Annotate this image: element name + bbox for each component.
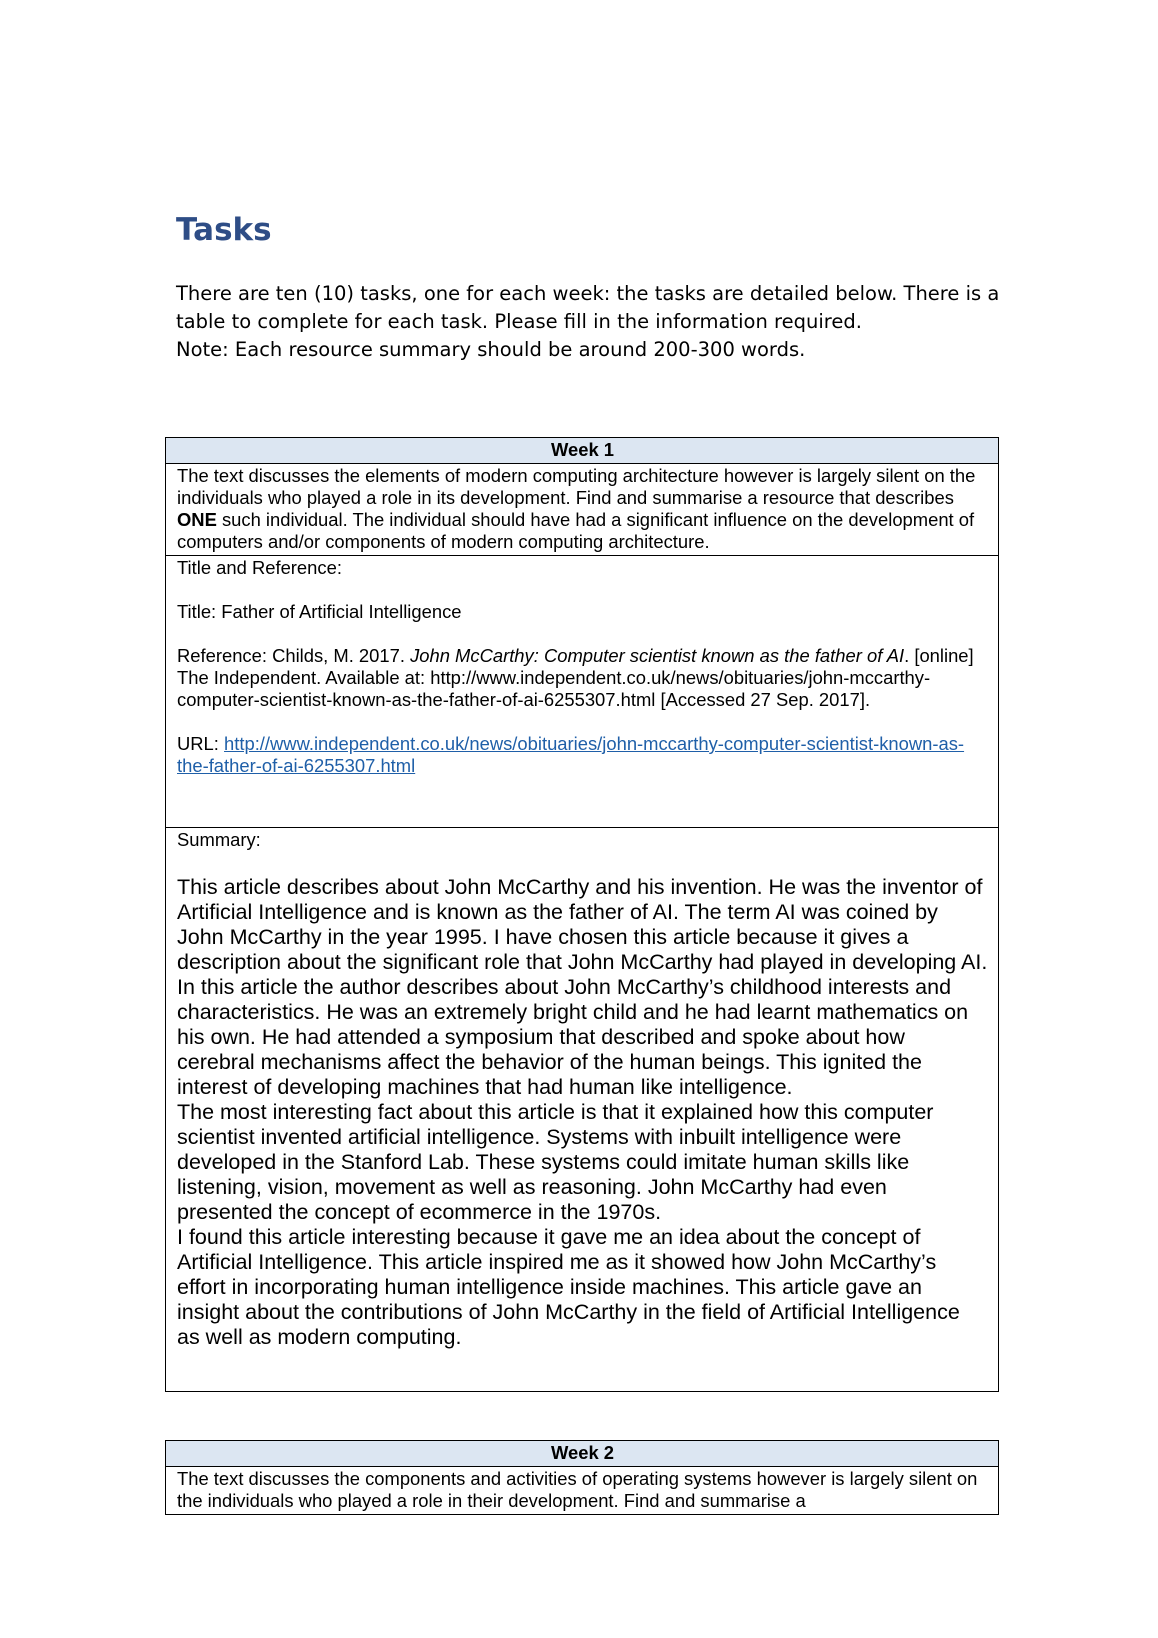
summary-paragraph: I found this article interesting because it gave me an idea about the concept of Artificial Intelligence. This article inspired me as it showed how John McCarthy’s effort in incorporating human intelligence inside machines. This article gave an insight about the contributions of John McCarthy in the field of Artificial Intelligence as well as modern computing. (177, 1225, 960, 1349)
week1-description (166, 464, 999, 556)
resource-title: Title: Father of Artificial Intelligence (177, 601, 462, 622)
week1-summary-cell[interactable] (166, 828, 999, 1392)
week1-description-text-end: such individual. The individual should have had a significant influence on the development of computers and/or components of modern computing architecture. (177, 509, 975, 552)
intro-text (176, 280, 1006, 364)
resource-url-link[interactable]: http://www.independent.co.uk/news/obituaries/john-mccarthy-computer-scientist-known-as-the-father-of-ai-6255307.html (177, 733, 965, 776)
week2-description: The text discusses the components and activities of operating systems however is largely silent on the individuals who played a role in their development. Find and summarise a (166, 1467, 999, 1515)
page-title: Tasks (176, 212, 272, 248)
week1-title-reference-cell[interactable] (166, 556, 999, 828)
reference-source: . [online] The Independent. Available at: http://www.independent.co.uk/news/obituaries/john-mccarthy-computer-scientist-known-as-the-father-of-ai-6255307.html [Accessed 27 Sep. 2017]. (177, 645, 974, 710)
summary-paragraph: This article describes about John McCarthy and his invention. He was the inventor of Artificial Intelligence and is known as the father of AI. The term AI was coined by John McCarthy in the year 1995. I have chosen this article because it gives a description about the significant role that John McCarthy had played in developing AI. (177, 875, 988, 974)
week2-table (165, 1440, 999, 1515)
intro-paragraph: There are ten (10) tasks, one for each week: the tasks are detailed below. There is a table to complete for each task. Please fill in the information required. (176, 282, 1000, 333)
week1-table (165, 437, 999, 1392)
url-label: URL: (177, 733, 225, 754)
week1-header: Week 1 (166, 438, 999, 464)
summary-paragraph: The most interesting fact about this article is that it explained how this computer scientist invented artificial intelligence. Systems with inbuilt intelligence were developed in the Stanford Lab. These systems could imitate human skills like listening, vision, movement as well as reasoning. John McCarthy had even presented the concept of ecommerce in the 1970s. (177, 1100, 934, 1224)
intro-note: Note: Each resource summary should be around 200-300 words. (176, 338, 806, 361)
reference-article-title: John McCarthy: Computer scientist known as the father of AI (410, 645, 905, 666)
summary-body (177, 875, 988, 1350)
week1-description-emphasis: ONE (177, 509, 217, 530)
resource-reference (177, 645, 988, 711)
summary-paragraph: In this article the author describes about John McCarthy’s childhood interests and characteristics. He was an extremely bright child and he had learnt mathematics on his own. He had attended a symposium that described and spoke about how cerebral mechanisms affect the behavior of the human beings. This ignited the interest of developing machines that had human like intelligence. (177, 975, 969, 1099)
reference-author: Reference: Childs, M. 2017. (177, 645, 411, 666)
week1-description-text: The text discusses the elements of modern computing architecture however is largely silent on the individuals who played a role in its development. Find and summarise a resource that describes (177, 465, 976, 508)
resource-url (177, 733, 988, 777)
summary-label: Summary: (177, 829, 261, 850)
week2-header: Week 2 (166, 1441, 999, 1467)
title-reference-label: Title and Reference: (177, 557, 342, 578)
